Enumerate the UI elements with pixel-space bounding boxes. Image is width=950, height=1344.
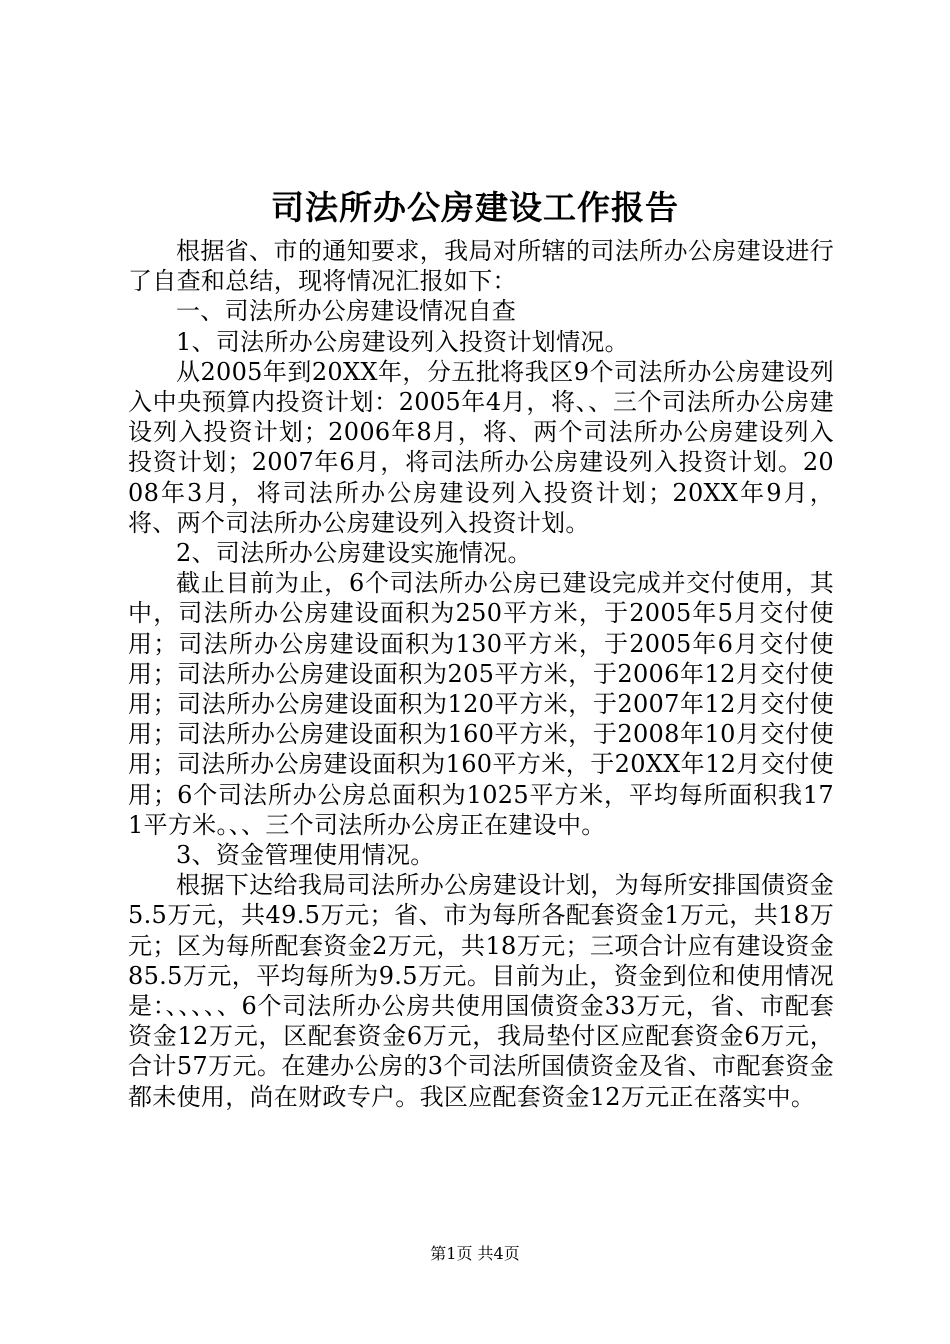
section-heading-1: 一、司法所办公房建设情况自查 bbox=[176, 297, 517, 326]
paragraph-intro: 根据省、市的通知要求，我局对所辖的司法所办公房建设进行了自查和总结，现将情况汇报如下： bbox=[128, 237, 834, 296]
paragraph-investment-plan: 从2005年到20XX年，分五批将我区9个司法所办公房建设列入中央预算内投资计划：2005年4月，将、、三个司法所办公房建设列入投资计划；2006年8月，将、两个司法所办公房建设列入投资计划；2007年6月，将司法所办公房建设列入投资计划。2008年3月，将司法所办公房建设列入投资计划；20XX年9月，将、两个司法所办公房建设列入投资计划。 bbox=[128, 357, 834, 537]
document-title: 司法所办公房建设工作报告 bbox=[271, 188, 679, 227]
document-body bbox=[128, 236, 834, 1112]
subheading-implementation: 2、司法所办公房建设实施情况。 bbox=[176, 539, 532, 568]
paragraph-funds: 根据下达给我局司法所办公房建设计划，为每所安排国债资金5.5万元，共49.5万元；省、市为每所各配套资金1万元，共18万元；区为每所配套资金2万元，共18万元；三项合计应有建设资金85.5万元，平均每所为9.5万元。目前为止，资金到位和使用情况是：、、、、、6个司法所办公房共使用国债资金33万元，省、市配套资金12万元，区配套资金6万元，我局垫付区应配套资金6万元，合计57万元。在建办公房的3个司法所国债资金及省、市配套资金都未使用，尚在财政专户。我区应配套资金12万元正在落实中。 bbox=[128, 871, 834, 1111]
subheading-funds: 3、资金管理使用情况。 bbox=[176, 841, 435, 870]
page-footer: 第1页 共4页 bbox=[430, 1244, 520, 1263]
subheading-investment-plan: 1、司法所办公房建设列入投资计划情况。 bbox=[176, 327, 629, 356]
paragraph-implementation: 截止目前为止，6个司法所办公房已建设完成并交付使用，其中，司法所办公房建设面积为250平方米，于2005年5月交付使用；司法所办公房建设面积为130平方米，于2005年6月交付使用；司法所办公房建设面积为205平方米，于2006年12月交付使用；司法所办公房建设面积为120平方米，于2007年12月交付使用；司法所办公房建设面积为160平方米，于2008年10月交付使用；司法所办公房建设面积为160平方米，于20XX年12月交付使用；6个司法所办公房总面积为1025平方米，平均每所面积我171平方米。、、三个司法所办公房正在建设中。 bbox=[128, 569, 834, 839]
